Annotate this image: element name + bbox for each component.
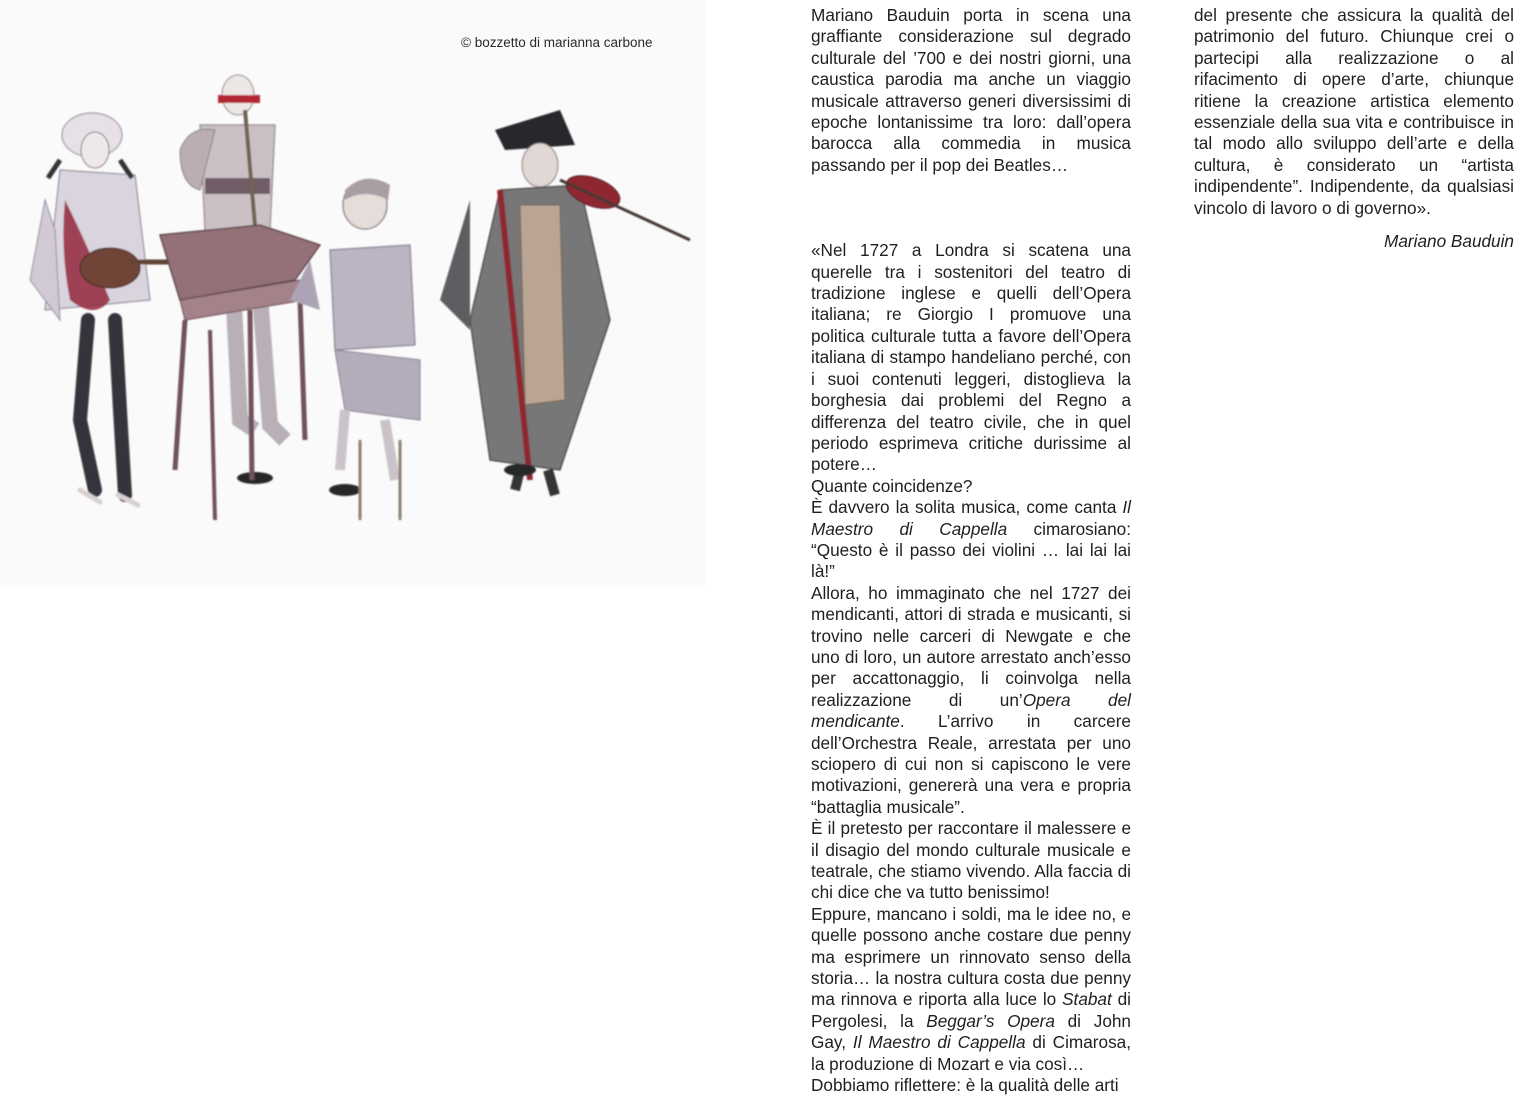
work-title: Opera del mendicante xyxy=(811,689,1131,732)
paragraph: Dobbiamo riflettere: è la qualità delle arti xyxy=(811,1075,1119,1096)
intro-paragraph: Mariano Bauduin porta in scena una graffiante considerazione sul degrado culturale del ’700 e dei nostri giorni, una caustica parodia ma anche un viaggio musicale attraverso generi diversissimi di epoche lontanissime tra loro: dall’opera barocca alla commedia in musica passando per il pop dei Beatles… xyxy=(811,5,1131,175)
figure-harpsichordist xyxy=(290,179,420,520)
text-column-right xyxy=(1194,5,1514,252)
text-run: Eppure, mancano i soldi, ma le idee no, e quelle possono anche costare due penny ma esprimere un rinnovato senso della storia… la nostra cultura costa due penny ma rinnova e riporta alla luce lo xyxy=(811,903,1131,1010)
paragraph xyxy=(811,497,1131,583)
work-title: Il Maestro di Cappella xyxy=(852,1032,1026,1053)
author-signature: Mariano Bauduin xyxy=(1384,231,1514,252)
text-run: . L’arrivo in carcere dell’Orchestra Reale, arrestata per uno sciopero di cui non si capiscono le vere motivazioni, genererà una vera e propria “battaglia musicale”. xyxy=(811,711,1131,817)
text-run: Allora, ho immaginato che nel 1727 dei mendicanti, attori di strada e musicanti, si trovino nelle carceri di Newgate e che uno di loro, un autore arrestato anch’esso per accattonaggio, li coinvolga nella realizzazione di un’ xyxy=(811,582,1131,710)
text-column-left xyxy=(811,5,1131,1097)
paragraph: «Nel 1727 a Londra si scatena una querelle tra i sostenitori del teatro di tradizione inglese e quelli dell’Opera italiana; re Giorgio I promuove una politica culturale tutta a favore dell’Opera italiana di stampo handeliano perché, con i suoi contenuti leggeri, distoglieva la borghesia dai problemi del Regno a differenza del teatro civile, che in quel periodo esprimeva critiche durissime al potere… xyxy=(811,240,1131,475)
illustration-credit: © bozzetto di marianna carbone xyxy=(461,35,653,50)
paragraph xyxy=(811,904,1131,1075)
text-run: È davvero la solita musica, come canta xyxy=(811,497,1123,518)
work-title: Beggar’s Opera xyxy=(926,1010,1055,1031)
figure-violinist xyxy=(440,110,690,495)
musicians-sketch xyxy=(0,0,705,585)
paragraph: Quante coincidenze? xyxy=(811,475,973,496)
paragraph-spacer xyxy=(811,176,1131,240)
paragraph: È il pretesto per raccontare il malessere e il disagio del mondo culturale musicale e teatrale, che stiamo vivendo. Alla faccia di chi dice che va tutto benissimo! xyxy=(811,818,1131,903)
work-title: Il Maestro di Cappella xyxy=(811,497,1131,539)
sketch-illustration xyxy=(0,0,705,585)
text-run: di John Gay, xyxy=(811,1010,1131,1053)
paragraph xyxy=(811,583,1131,818)
work-title: Stabat xyxy=(1062,989,1112,1010)
text-run: cimarosiano: “Questo è il passo dei violini … lai lai lai là!” xyxy=(811,518,1131,582)
paragraph: del presente che assicura la qualità del patrimonio del futuro. Chiunque crei o partecipi alla realizzazione o al rifacimento di opere d’arte, chiunque ritiene la creazione artistica elemento essenziale della sua vita e contribuisce in tal modo allo sviluppo dell’arte e della cultura, è considerato un “artista indipendente”. Indipendente, da qualsiasi vincolo di lavoro o di governo». xyxy=(1194,5,1514,218)
text-run: di Pergolesi, la xyxy=(811,989,1131,1031)
text-run: di Cimarosa, la produzione di Mozart e via così… xyxy=(811,1032,1132,1074)
